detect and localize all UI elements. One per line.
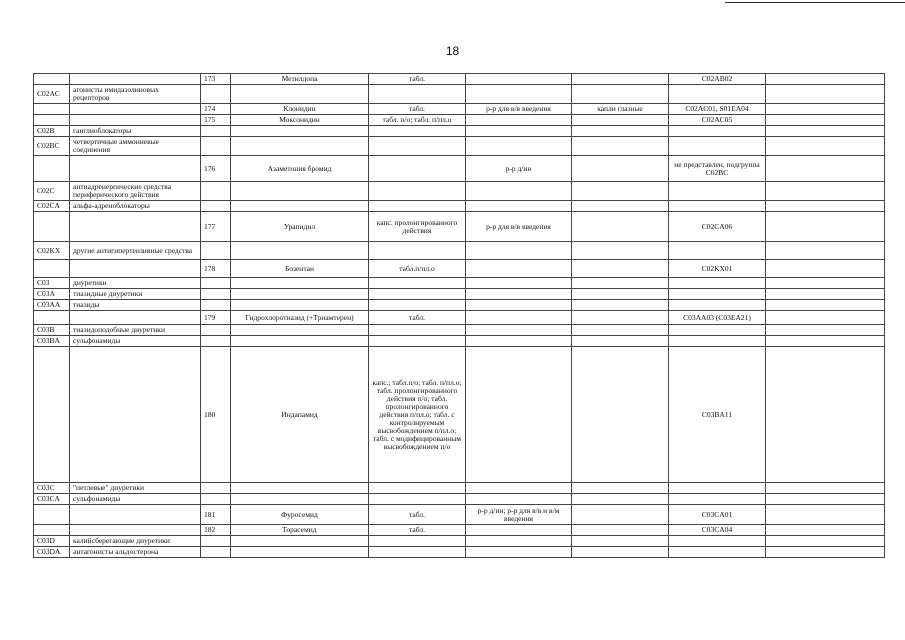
table-row xyxy=(34,182,885,201)
cell-name: Клонидин xyxy=(231,104,369,115)
cell-name: Бозентан xyxy=(231,260,369,278)
cell-note xyxy=(572,137,669,156)
cell-atc: C02AC01, S01EA04 xyxy=(669,104,766,115)
table-row xyxy=(34,260,885,278)
cell-num: 179 xyxy=(201,311,231,325)
cell-num: 181 xyxy=(201,505,231,525)
cell-name xyxy=(231,278,369,289)
cell-route xyxy=(466,347,572,483)
cell-name: Моксонидин xyxy=(231,115,369,126)
cell-note xyxy=(572,505,669,525)
cell-num xyxy=(201,242,231,260)
cell-code: C02BC xyxy=(34,137,70,156)
cell-code xyxy=(34,525,70,536)
cell-form xyxy=(369,547,466,558)
cell-code: C03C xyxy=(34,483,70,494)
cell-group xyxy=(70,347,201,483)
cell-code xyxy=(34,74,70,85)
cell-name xyxy=(231,483,369,494)
cell-atc: C02KX01 xyxy=(669,260,766,278)
cell-atc xyxy=(669,242,766,260)
cell-name xyxy=(231,201,369,212)
cell-name: Торасемид xyxy=(231,525,369,536)
table-row xyxy=(34,325,885,336)
cell-route xyxy=(466,201,572,212)
cell-form xyxy=(369,336,466,347)
table-row xyxy=(34,525,885,536)
cell-code xyxy=(34,115,70,126)
cell-form xyxy=(369,289,466,300)
cell-name xyxy=(231,85,369,104)
cell-code: C03DA xyxy=(34,547,70,558)
cell-code xyxy=(34,104,70,115)
cell-extra xyxy=(766,483,885,494)
cell-extra xyxy=(766,242,885,260)
table-row xyxy=(34,278,885,289)
cell-code xyxy=(34,311,70,325)
cell-note xyxy=(572,242,669,260)
table-row xyxy=(34,505,885,525)
cell-num xyxy=(201,201,231,212)
cell-route xyxy=(466,311,572,325)
cell-atc: C02AC05 xyxy=(669,115,766,126)
cell-code xyxy=(34,260,70,278)
cell-atc xyxy=(669,494,766,505)
cell-atc: C03CA04 xyxy=(669,525,766,536)
cell-extra xyxy=(766,300,885,311)
cell-extra xyxy=(766,201,885,212)
cell-extra xyxy=(766,289,885,300)
cell-group: альфа-адреноблокаторы xyxy=(70,201,201,212)
cell-atc xyxy=(669,137,766,156)
cell-name: Метилдопа xyxy=(231,74,369,85)
cell-name xyxy=(231,137,369,156)
cell-extra xyxy=(766,104,885,115)
table-row xyxy=(34,201,885,212)
cell-code xyxy=(34,156,70,182)
cell-atc xyxy=(669,289,766,300)
cell-form xyxy=(369,156,466,182)
table-row xyxy=(34,311,885,325)
cell-extra xyxy=(766,336,885,347)
cell-group xyxy=(70,525,201,536)
cell-route: р-р д/ин; р-р для в/в и в/м введения xyxy=(466,505,572,525)
cell-atc xyxy=(669,126,766,137)
cell-route xyxy=(466,483,572,494)
cell-num: 174 xyxy=(201,104,231,115)
cell-extra xyxy=(766,494,885,505)
cell-form xyxy=(369,278,466,289)
cell-code xyxy=(34,347,70,483)
table-row xyxy=(34,494,885,505)
cell-code xyxy=(34,505,70,525)
cell-num xyxy=(201,300,231,311)
cell-atc: не представлен, подгруппа C02BC xyxy=(669,156,766,182)
cell-note xyxy=(572,525,669,536)
cell-num xyxy=(201,325,231,336)
cell-code xyxy=(34,212,70,242)
table-row xyxy=(34,289,885,300)
cell-note xyxy=(572,300,669,311)
cell-route xyxy=(466,289,572,300)
cell-atc xyxy=(669,278,766,289)
cell-extra xyxy=(766,347,885,483)
cell-code: C02B xyxy=(34,126,70,137)
cell-code: C03CA xyxy=(34,494,70,505)
cell-route xyxy=(466,536,572,547)
cell-note xyxy=(572,260,669,278)
cell-group xyxy=(70,74,201,85)
cell-group: другие антигипертензивные средства xyxy=(70,242,201,260)
table-row xyxy=(34,547,885,558)
cell-form xyxy=(369,483,466,494)
cell-route xyxy=(466,85,572,104)
cell-note xyxy=(572,156,669,182)
cell-route xyxy=(466,126,572,137)
table-row xyxy=(34,483,885,494)
cell-atc: C03AA03 (C03EA21) xyxy=(669,311,766,325)
table-row xyxy=(34,212,885,242)
cell-note xyxy=(572,212,669,242)
cell-extra xyxy=(766,85,885,104)
cell-num xyxy=(201,289,231,300)
cell-group: четвертичные аммониевые соединения xyxy=(70,137,201,156)
cell-note xyxy=(572,74,669,85)
page-number: 18 xyxy=(445,44,460,58)
cell-num xyxy=(201,547,231,558)
cell-note xyxy=(572,115,669,126)
cell-name: Азаметония бромид xyxy=(231,156,369,182)
cell-form xyxy=(369,494,466,505)
cell-note xyxy=(572,85,669,104)
table-row xyxy=(34,336,885,347)
cell-group: тиазидные диуретики xyxy=(70,289,201,300)
cell-extra xyxy=(766,126,885,137)
cell-note xyxy=(572,547,669,558)
cell-num xyxy=(201,126,231,137)
cell-group xyxy=(70,311,201,325)
cell-route: р-р д/ин xyxy=(466,156,572,182)
cell-group: "петлевые" диуретики xyxy=(70,483,201,494)
cell-route xyxy=(466,74,572,85)
cell-atc xyxy=(669,85,766,104)
cell-code: C02KX xyxy=(34,242,70,260)
cell-extra xyxy=(766,212,885,242)
cell-num: 180 xyxy=(201,347,231,483)
cell-extra xyxy=(766,74,885,85)
cell-form xyxy=(369,325,466,336)
cell-code: C03BA xyxy=(34,336,70,347)
cell-atc xyxy=(669,336,766,347)
cell-code: C03D xyxy=(34,536,70,547)
cell-route xyxy=(466,525,572,536)
cell-extra xyxy=(766,525,885,536)
cell-name: Гидрохлоротиазид (+Триамтерен) xyxy=(231,311,369,325)
cell-group: тиазидоподобные диуретики xyxy=(70,325,201,336)
cell-code: C02AC xyxy=(34,85,70,104)
cell-note xyxy=(572,494,669,505)
cell-atc xyxy=(669,201,766,212)
table-row xyxy=(34,242,885,260)
cell-note xyxy=(572,182,669,201)
cell-atc xyxy=(669,300,766,311)
cell-num xyxy=(201,137,231,156)
cell-route xyxy=(466,300,572,311)
cell-route: р-р для в/в введения xyxy=(466,104,572,115)
cell-route xyxy=(466,325,572,336)
cell-num: 175 xyxy=(201,115,231,126)
cell-atc xyxy=(669,536,766,547)
cell-name xyxy=(231,325,369,336)
cell-group xyxy=(70,212,201,242)
cell-group: ганглиоблокаторы xyxy=(70,126,201,137)
cell-group: агонисты имидазолиновых рецепторов xyxy=(70,85,201,104)
cell-form xyxy=(369,182,466,201)
cell-num xyxy=(201,494,231,505)
cell-extra xyxy=(766,536,885,547)
cell-name xyxy=(231,336,369,347)
cell-num: 173 xyxy=(201,74,231,85)
cell-num: 176 xyxy=(201,156,231,182)
cell-atc xyxy=(669,182,766,201)
cell-atc xyxy=(669,547,766,558)
cell-code: C03 xyxy=(34,278,70,289)
cell-group: калийсберегающие диуретики xyxy=(70,536,201,547)
cell-route xyxy=(466,137,572,156)
cell-code: C02C xyxy=(34,182,70,201)
cell-num: 178 xyxy=(201,260,231,278)
cell-extra xyxy=(766,137,885,156)
cell-group xyxy=(70,115,201,126)
cell-group: антиадренергические средства периферического действия xyxy=(70,182,201,201)
table-row xyxy=(34,104,885,115)
cell-atc xyxy=(669,483,766,494)
cell-code: C03B xyxy=(34,325,70,336)
cell-form xyxy=(369,126,466,137)
cell-extra xyxy=(766,505,885,525)
cell-group: сульфонамиды xyxy=(70,494,201,505)
cell-form: табл. xyxy=(369,505,466,525)
cell-num xyxy=(201,278,231,289)
cell-code: C03A xyxy=(34,289,70,300)
cell-extra xyxy=(766,182,885,201)
cell-form xyxy=(369,201,466,212)
cell-group: тиазиды xyxy=(70,300,201,311)
cell-form: табл. xyxy=(369,311,466,325)
cell-note xyxy=(572,325,669,336)
cell-extra xyxy=(766,278,885,289)
cell-form: табл. xyxy=(369,104,466,115)
cell-name xyxy=(231,300,369,311)
cell-form: табл. п/о; табл. п/пл.о xyxy=(369,115,466,126)
cell-atc: C03CA01 xyxy=(669,505,766,525)
cell-atc xyxy=(669,325,766,336)
cell-group xyxy=(70,505,201,525)
cell-num: 177 xyxy=(201,212,231,242)
cell-name: Урапидил xyxy=(231,212,369,242)
cell-extra xyxy=(766,156,885,182)
cell-route xyxy=(466,115,572,126)
cell-name xyxy=(231,494,369,505)
cell-form: табл. xyxy=(369,74,466,85)
cell-form: табл.п/пл.о xyxy=(369,260,466,278)
table-row xyxy=(34,536,885,547)
cell-group: диуретики xyxy=(70,278,201,289)
cell-extra xyxy=(766,325,885,336)
cell-num xyxy=(201,483,231,494)
cell-route: р-р для в/в введения xyxy=(466,212,572,242)
cell-name xyxy=(231,547,369,558)
cell-form: табл. xyxy=(369,525,466,536)
cell-route xyxy=(466,278,572,289)
cell-form xyxy=(369,137,466,156)
cell-note xyxy=(572,311,669,325)
cell-form: капс.; табл.п/о; табл. п/пл.о; табл. пролонгированного действия п/о; табл. пролонгированного действия п/пл.о; табл. с контролируемым высвобождением п/пл.о; табл. с модифицированным высвобождением п/о xyxy=(369,347,466,483)
cell-atc: C02CA06 xyxy=(669,212,766,242)
cell-note xyxy=(572,336,669,347)
cell-note xyxy=(572,278,669,289)
cell-route xyxy=(466,547,572,558)
cell-name xyxy=(231,242,369,260)
cell-route xyxy=(466,242,572,260)
drug-table xyxy=(33,73,885,558)
cell-name: Индапамид xyxy=(231,347,369,483)
cell-code: C03AA xyxy=(34,300,70,311)
cell-group xyxy=(70,156,201,182)
cell-route xyxy=(466,182,572,201)
table-row xyxy=(34,74,885,85)
cell-name xyxy=(231,182,369,201)
cell-form xyxy=(369,536,466,547)
cell-atc: C02AB02 xyxy=(669,74,766,85)
cell-group xyxy=(70,260,201,278)
table-row xyxy=(34,126,885,137)
cell-code: C02CA xyxy=(34,201,70,212)
table-row xyxy=(34,156,885,182)
table-row xyxy=(34,300,885,311)
cell-form xyxy=(369,85,466,104)
cell-name: Фуросемид xyxy=(231,505,369,525)
cell-atc: C03BA11 xyxy=(669,347,766,483)
cell-name xyxy=(231,126,369,137)
cell-num xyxy=(201,536,231,547)
cell-route xyxy=(466,260,572,278)
cell-extra xyxy=(766,547,885,558)
cell-name xyxy=(231,289,369,300)
cell-num xyxy=(201,336,231,347)
cell-note xyxy=(572,483,669,494)
cell-route xyxy=(466,494,572,505)
cell-route xyxy=(466,336,572,347)
cell-group: антагонисты альдостерона xyxy=(70,547,201,558)
table-row xyxy=(34,85,885,104)
table-row xyxy=(34,137,885,156)
cell-form xyxy=(369,242,466,260)
table-row xyxy=(34,347,885,483)
cell-form xyxy=(369,300,466,311)
cell-extra xyxy=(766,260,885,278)
cell-num: 182 xyxy=(201,525,231,536)
cell-note: капли глазные xyxy=(572,104,669,115)
cell-extra xyxy=(766,311,885,325)
cell-note xyxy=(572,289,669,300)
cell-note xyxy=(572,347,669,483)
cell-num xyxy=(201,85,231,104)
cell-note xyxy=(572,201,669,212)
cell-extra xyxy=(766,115,885,126)
cell-group xyxy=(70,104,201,115)
cell-group: сульфонамиды xyxy=(70,336,201,347)
cell-note xyxy=(572,126,669,137)
cell-num xyxy=(201,182,231,201)
cell-note xyxy=(572,536,669,547)
cell-form: капс. пролонгированного действия xyxy=(369,212,466,242)
header-rule xyxy=(725,2,905,3)
cell-name xyxy=(231,536,369,547)
table-row xyxy=(34,115,885,126)
